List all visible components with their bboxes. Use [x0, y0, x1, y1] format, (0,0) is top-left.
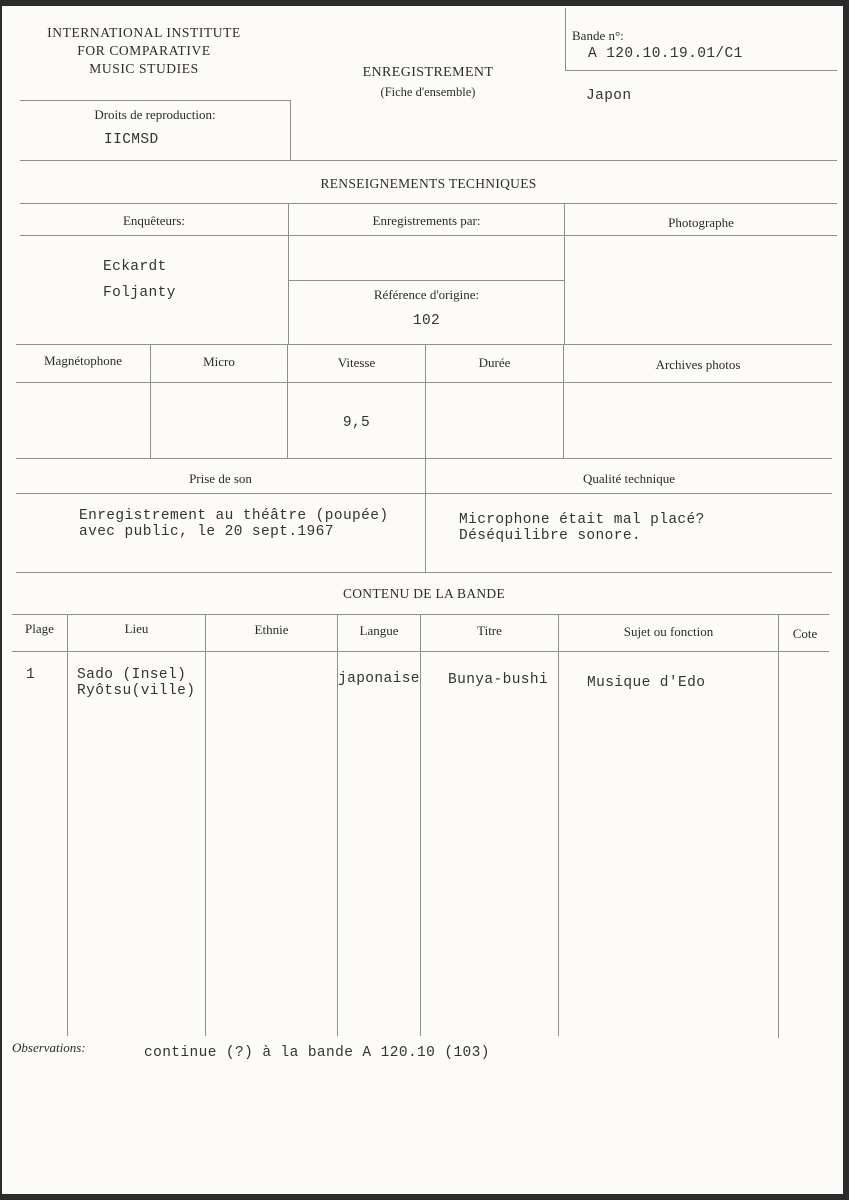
row-sujet: Musique d'Edo: [587, 675, 706, 691]
reference-value: 102: [412, 313, 441, 329]
record-sheet: [2, 6, 843, 1194]
prise-value: Enregistrement au théâtre (poupée) avec public, le 20 sept.1967: [79, 508, 389, 540]
enqueteur-2: Foljanty: [103, 285, 176, 301]
rights-value: IICMSD: [104, 132, 159, 148]
magnetophone-label: Magnétophone: [44, 353, 122, 368]
duree-label: Durée: [478, 355, 511, 370]
technical-section-title: RENSEIGNEMENTS TECHNIQUES: [320, 176, 537, 191]
enqueteurs-label: Enquêteurs:: [122, 213, 186, 228]
col-titre: Titre: [477, 623, 502, 638]
form-title: ENREGISTREMENT: [362, 65, 494, 80]
vitesse-value: 9,5: [342, 415, 371, 431]
enqueteur-1: Eckardt: [103, 259, 167, 275]
reference-label: Référence d'origine:: [373, 287, 480, 302]
institute-line-2: FOR COMPARATIVE: [77, 43, 211, 58]
institute-line-3: MUSIC STUDIES: [89, 61, 199, 76]
col-plage: Plage: [25, 621, 54, 636]
archives-label: Archives photos: [655, 357, 741, 372]
col-langue: Langue: [359, 623, 399, 638]
observations-label: Observations:: [12, 1040, 86, 1055]
qualite-value: Microphone était mal placé? Déséquilibre sonore.: [459, 512, 705, 544]
col-lieu: Lieu: [124, 621, 149, 636]
institute-line-1: INTERNATIONAL INSTITUTE: [47, 25, 241, 40]
col-cote: Cote: [792, 626, 818, 641]
row-plage: 1: [26, 667, 36, 683]
qualite-label: Qualité technique: [582, 471, 676, 486]
row-langue: japonaise: [338, 671, 420, 687]
vitesse-label: Vitesse: [337, 355, 376, 370]
photographe-label: Photographe: [668, 215, 734, 230]
observations-value: continue (?) à la bande A 120.10 (103): [144, 1045, 490, 1061]
row-titre: Bunya-bushi: [448, 672, 549, 688]
col-sujet: Sujet ou fonction: [623, 624, 714, 639]
institute-name: [12, 24, 276, 78]
form-subtitle: (Fiche d'ensemble): [380, 85, 476, 99]
country-value: Japon: [586, 88, 632, 104]
enregistrements-label: Enregistrements par:: [372, 213, 481, 228]
bande-number: A 120.10.19.01/C1: [588, 46, 743, 62]
contents-section-title: CONTENU DE LA BANDE: [342, 586, 506, 601]
col-ethnie: Ethnie: [254, 622, 289, 637]
rights-label: Droits de reproduction:: [94, 107, 216, 122]
bande-label: Bande n°:: [572, 28, 624, 43]
micro-label: Micro: [203, 354, 235, 369]
prise-label: Prise de son: [189, 471, 252, 486]
row-lieu: Sado (Insel) Ryôtsu(ville): [77, 667, 196, 699]
